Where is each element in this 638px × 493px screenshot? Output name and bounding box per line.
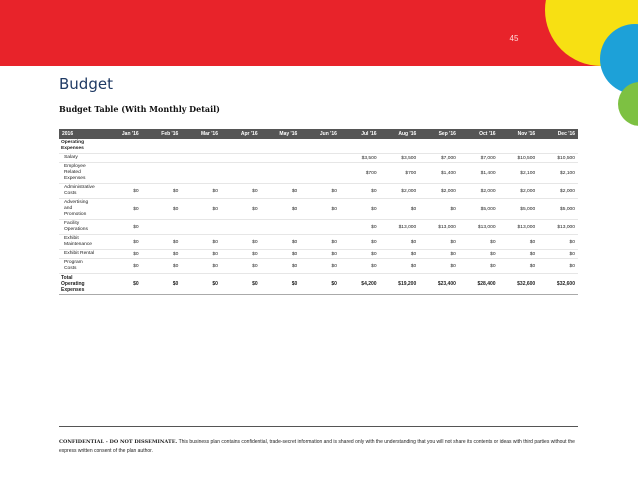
row-label-line: Promotion <box>64 212 87 217</box>
header-cell-month: Jul '16 <box>340 129 380 139</box>
header-cell-month: Jun '16 <box>300 129 340 139</box>
value-cell: $0 <box>380 250 420 259</box>
total-value-cell: $0 <box>102 274 142 295</box>
total-value-cell: $32,600 <box>499 274 539 295</box>
value-cell: $0 <box>538 259 578 274</box>
value-cell <box>221 220 261 235</box>
confidentiality-notice <box>59 438 591 456</box>
value-cell: $0 <box>142 184 182 199</box>
table-title: Budget Table (With Monthly Detail) <box>59 104 220 114</box>
table-row <box>59 250 578 259</box>
value-cell: $0 <box>300 259 340 274</box>
value-cell: $0 <box>380 199 420 220</box>
row-label-line: and <box>64 206 73 211</box>
value-cell <box>142 163 182 184</box>
total-value-cell: $23,400 <box>419 274 459 295</box>
value-cell: $0 <box>499 250 539 259</box>
value-cell: $2,000 <box>419 184 459 199</box>
header-cell-month: Feb '16 <box>142 129 182 139</box>
empty-cell <box>261 139 301 154</box>
empty-cell <box>300 139 340 154</box>
row-label-line: Exhibit Rental <box>64 251 95 256</box>
value-cell: $10,500 <box>538 154 578 163</box>
row-label-line: Related <box>64 170 81 175</box>
value-cell: $1,400 <box>419 163 459 184</box>
value-cell: $1,400 <box>459 163 499 184</box>
total-value-cell: $19,200 <box>380 274 420 295</box>
value-cell: $0 <box>181 235 221 250</box>
value-cell: $13,000 <box>538 220 578 235</box>
empty-cell <box>419 139 459 154</box>
value-cell: $2,100 <box>538 163 578 184</box>
row-label-line: Expenses <box>64 176 86 181</box>
row-label-line: Total <box>61 275 73 281</box>
row-label-line: Advertising <box>64 200 89 205</box>
value-cell <box>142 154 182 163</box>
value-cell <box>102 154 142 163</box>
empty-cell <box>142 139 182 154</box>
value-cell: $0 <box>142 235 182 250</box>
row-label <box>59 259 102 274</box>
value-cell <box>261 154 301 163</box>
total-value-cell: $32,600 <box>538 274 578 295</box>
value-cell: $700 <box>380 163 420 184</box>
value-cell: $0 <box>102 184 142 199</box>
confidential-label: CONFIDENTIAL - DO NOT DISSEMINATE. <box>59 439 178 445</box>
value-cell: $10,500 <box>499 154 539 163</box>
total-label <box>59 274 102 295</box>
value-cell <box>261 163 301 184</box>
value-cell: $0 <box>261 184 301 199</box>
row-label <box>59 220 102 235</box>
value-cell: $0 <box>181 259 221 274</box>
value-cell: $0 <box>102 250 142 259</box>
value-cell: $2,000 <box>499 184 539 199</box>
value-cell <box>221 154 261 163</box>
header-cell-month: Sep '16 <box>419 129 459 139</box>
row-label <box>59 154 102 163</box>
value-cell: $0 <box>181 250 221 259</box>
value-cell: $0 <box>300 199 340 220</box>
value-cell: $0 <box>499 235 539 250</box>
value-cell: $0 <box>221 184 261 199</box>
value-cell: $0 <box>142 199 182 220</box>
row-label-line: Costs <box>64 191 77 196</box>
empty-cell <box>181 139 221 154</box>
total-row <box>59 274 578 295</box>
value-cell: $2,000 <box>459 184 499 199</box>
value-cell: $2,100 <box>499 163 539 184</box>
value-cell: $0 <box>459 250 499 259</box>
value-cell: $0 <box>300 184 340 199</box>
total-value-cell: $0 <box>300 274 340 295</box>
empty-cell <box>221 139 261 154</box>
footer-divider <box>59 426 578 427</box>
value-cell: $0 <box>459 259 499 274</box>
header-banner <box>0 0 638 66</box>
header-cell-month: Mar '16 <box>181 129 221 139</box>
value-cell: $700 <box>340 163 380 184</box>
row-label-line: Salary <box>64 155 78 160</box>
value-cell: $0 <box>419 250 459 259</box>
table-row <box>59 220 578 235</box>
value-cell: $0 <box>300 250 340 259</box>
value-cell: $3,500 <box>380 154 420 163</box>
total-value-cell: $0 <box>221 274 261 295</box>
value-cell: $0 <box>221 250 261 259</box>
row-label-line: Expenses <box>61 146 84 151</box>
value-cell <box>102 163 142 184</box>
value-cell: $13,000 <box>459 220 499 235</box>
empty-cell <box>459 139 499 154</box>
row-label <box>59 184 102 199</box>
row-label <box>59 250 102 259</box>
total-value-cell: $4,200 <box>340 274 380 295</box>
value-cell: $3,500 <box>340 154 380 163</box>
row-label-line: Exhibit <box>64 236 79 241</box>
value-cell <box>181 154 221 163</box>
value-cell: $0 <box>340 250 380 259</box>
value-cell: $0 <box>181 199 221 220</box>
value-cell: $0 <box>419 235 459 250</box>
row-label-line: Expenses <box>61 287 85 293</box>
value-cell: $13,000 <box>419 220 459 235</box>
value-cell: $7,000 <box>459 154 499 163</box>
header-cell-year: 2016 <box>59 129 102 139</box>
total-value-cell: $0 <box>142 274 182 295</box>
value-cell: $0 <box>419 259 459 274</box>
value-cell <box>181 163 221 184</box>
row-label-line: Employee <box>64 164 86 169</box>
value-cell: $0 <box>142 250 182 259</box>
value-cell: $0 <box>221 199 261 220</box>
table-row <box>59 184 578 199</box>
value-cell: $0 <box>340 184 380 199</box>
value-cell: $5,000 <box>459 199 499 220</box>
table-row <box>59 154 578 163</box>
table-row <box>59 199 578 220</box>
row-label-line: Operating <box>61 140 85 145</box>
value-cell: $0 <box>102 235 142 250</box>
empty-cell <box>102 139 142 154</box>
value-cell: $0 <box>102 220 142 235</box>
header-cell-month: Oct '16 <box>459 129 499 139</box>
value-cell <box>221 163 261 184</box>
confidential-text: This business plan contains confidential, trade-secret information and is shared only with the understanding that you will not share its contents or ideas with third parties without the express written consent of the plan author. <box>59 439 575 454</box>
value-cell: $5,000 <box>538 199 578 220</box>
header-cell-month: Aug '16 <box>380 129 420 139</box>
page-number: 45 <box>509 34 519 43</box>
value-cell: $0 <box>499 259 539 274</box>
value-cell: $0 <box>261 259 301 274</box>
budget-table <box>59 129 578 295</box>
value-cell: $0 <box>142 259 182 274</box>
header-cell-month: Jan '16 <box>102 129 142 139</box>
row-label-line: Facility <box>64 221 80 226</box>
value-cell: $5,000 <box>499 199 539 220</box>
value-cell: $0 <box>380 235 420 250</box>
value-cell: $0 <box>419 199 459 220</box>
value-cell <box>261 220 301 235</box>
value-cell <box>300 163 340 184</box>
row-label <box>59 235 102 250</box>
value-cell: $7,000 <box>419 154 459 163</box>
table-row <box>59 259 578 274</box>
value-cell: $2,000 <box>380 184 420 199</box>
value-cell: $0 <box>261 250 301 259</box>
section-label <box>59 139 102 154</box>
value-cell: $0 <box>340 220 380 235</box>
total-value-cell: $0 <box>181 274 221 295</box>
header-cell-month: Nov '16 <box>499 129 539 139</box>
table-row <box>59 235 578 250</box>
row-label-line: Program <box>64 260 83 265</box>
row-label <box>59 199 102 220</box>
header-cell-month: Apr '16 <box>221 129 261 139</box>
row-label-line: Costs <box>64 266 77 271</box>
value-cell <box>300 220 340 235</box>
row-label-line: Operations <box>64 227 88 232</box>
value-cell: $0 <box>340 235 380 250</box>
value-cell: $0 <box>538 235 578 250</box>
table-header-row <box>59 129 578 139</box>
value-cell: $0 <box>300 235 340 250</box>
empty-cell <box>499 139 539 154</box>
value-cell: $0 <box>221 235 261 250</box>
page-title: Budget <box>59 75 113 93</box>
header-cell-month: May '16 <box>261 129 301 139</box>
value-cell: $2,000 <box>538 184 578 199</box>
value-cell: $0 <box>261 199 301 220</box>
empty-cell <box>340 139 380 154</box>
header-cell-month: Dec '16 <box>538 129 578 139</box>
total-value-cell: $28,400 <box>459 274 499 295</box>
total-value-cell: $0 <box>261 274 301 295</box>
section-row-operating-expenses <box>59 139 578 154</box>
value-cell <box>181 220 221 235</box>
value-cell: $0 <box>181 184 221 199</box>
value-cell: $0 <box>538 250 578 259</box>
row-label-line: Maintenance <box>64 242 93 247</box>
row-label <box>59 163 102 184</box>
value-cell <box>300 154 340 163</box>
table-row <box>59 163 578 184</box>
table-body <box>59 139 578 295</box>
value-cell: $0 <box>102 199 142 220</box>
value-cell: $13,000 <box>499 220 539 235</box>
value-cell: $0 <box>459 235 499 250</box>
row-label-line: Operating <box>61 281 85 287</box>
empty-cell <box>538 139 578 154</box>
value-cell: $0 <box>221 259 261 274</box>
value-cell: $0 <box>380 259 420 274</box>
value-cell: $0 <box>102 259 142 274</box>
value-cell: $13,000 <box>380 220 420 235</box>
value-cell: $0 <box>340 259 380 274</box>
value-cell: $0 <box>340 199 380 220</box>
value-cell <box>142 220 182 235</box>
empty-cell <box>380 139 420 154</box>
row-label-line: Administrative <box>64 185 95 190</box>
value-cell: $0 <box>261 235 301 250</box>
